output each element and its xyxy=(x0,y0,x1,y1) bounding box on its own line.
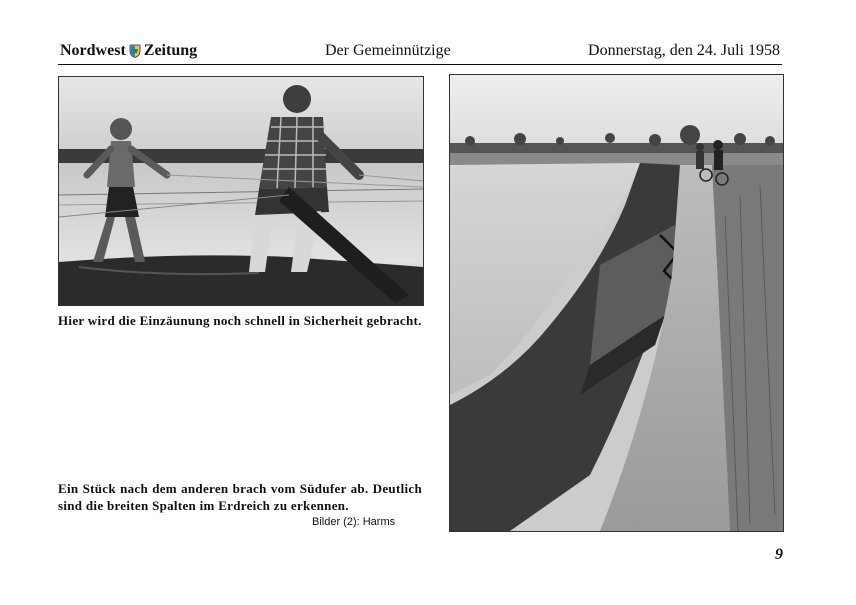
section-title: Der Gemeinnützige xyxy=(325,42,451,59)
crest-icon xyxy=(129,44,141,58)
masthead xyxy=(60,42,197,60)
left-photo-caption: Hier wird die Einzäunung noch schnell in Sicherheit gebracht. xyxy=(58,313,422,328)
right-photo-caption: Ein Stück nach dem anderen brach vom Südufer ab. Deutlich sind die breiten Spalten im Erdreich zu erkennen. xyxy=(58,481,422,513)
photo-men-pulling-fence xyxy=(58,76,424,306)
masthead-right: Zeitung xyxy=(143,42,198,59)
photo-credit: Bilder (2): Harms xyxy=(312,516,396,528)
photo-collapsed-embankment xyxy=(449,74,784,532)
page-number: 9 xyxy=(775,546,783,563)
masthead-left: Nordwest xyxy=(60,42,126,59)
issue-date: Donnerstag, den 24. Juli 1958 xyxy=(588,42,780,59)
page-header xyxy=(58,40,782,65)
